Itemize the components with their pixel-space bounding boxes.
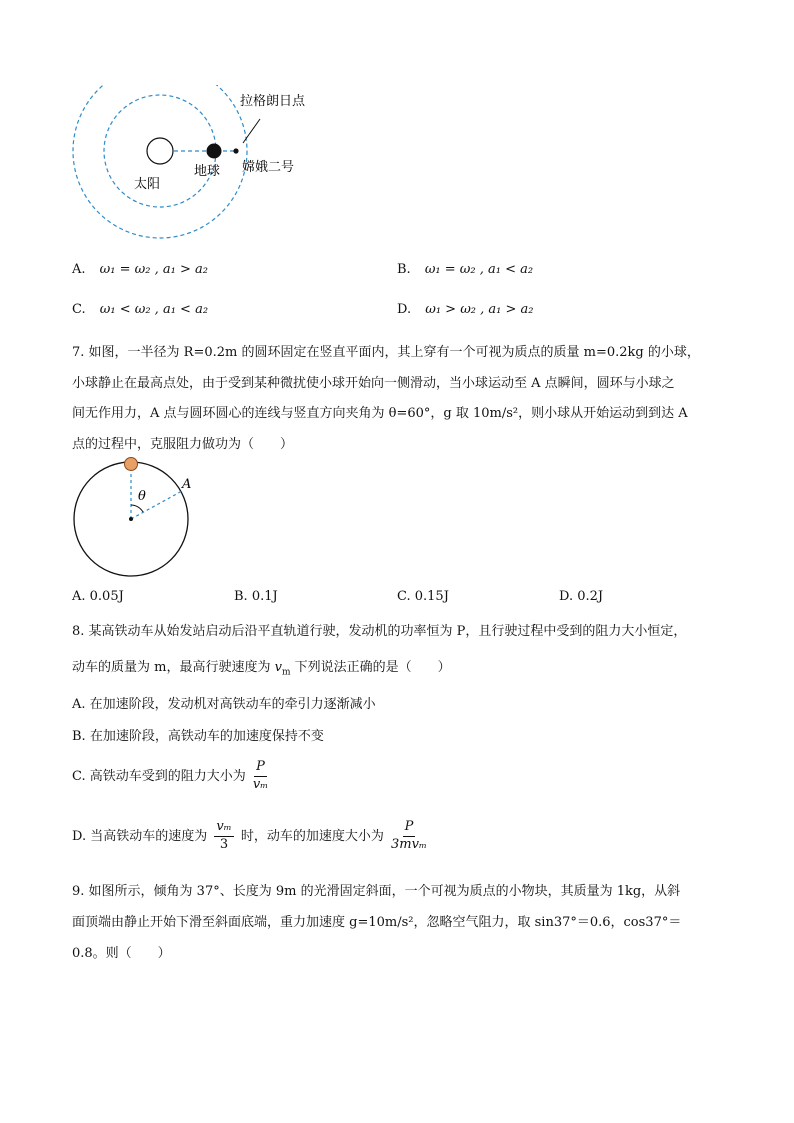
earth-label: 地球 — [194, 164, 221, 179]
q8-option-d-denominator-1: 3 — [219, 836, 229, 852]
q9-line-1: 9. 如图所示，倾角为 37°、长度为 9m 的光滑固定斜面，一个可视为质点的小物块，其质量为 1kg，从斜 — [72, 884, 681, 899]
q8-option-c-denominator: vₘ — [252, 776, 269, 792]
q6-option-a-expr: ω₁ = ω₂ , a₁ > a₂ — [99, 262, 208, 277]
q8-vm: v — [274, 660, 282, 675]
lagrange-pointer — [243, 119, 260, 143]
q8-line-2-post: 下列说法正确的是（ ） — [290, 660, 451, 675]
q7-option-a: A. 0.05J — [72, 589, 124, 604]
q7-option-c: C. 0.15J — [397, 589, 449, 604]
q8-option-c-text: C. 高铁动车受到的阻力大小为 — [72, 768, 246, 784]
point-a-label: A — [182, 477, 192, 492]
earth-dot — [207, 144, 222, 159]
q7-option-d: D. 0.2J — [559, 589, 604, 604]
q6-option-c — [72, 302, 208, 317]
q7-line-1: 7. 如图，一半径为 R=0.2m 的圆环固定在竖直平面内，其上穿有一个可视为质点的质量 m=0.2kg 的小球， — [72, 345, 700, 360]
sun-circle — [147, 138, 173, 164]
q8-option-d-fraction-1 — [214, 820, 233, 853]
q8-option-d-numerator-2: P — [403, 820, 416, 837]
q8-line-1: 8. 某高铁动车从始发站启动后沿平直轨道行驶，发动机的功率恒为 P，且行驶过程中受到的阻力大小恒定， — [72, 624, 687, 639]
theta-arc — [131, 505, 143, 512]
q7-line-4: 点的过程中，克服阻力做功为（ ） — [72, 437, 294, 452]
q8-option-d-numerator-1: vₘ — [214, 820, 233, 837]
q6-option-d-expr: ω₁ > ω₂ , a₁ > a₂ — [425, 302, 534, 317]
q8-option-d-text-2: 时，动车的加速度大小为 — [240, 828, 384, 844]
q9-line-3: 0.8。则（ ） — [72, 946, 171, 961]
q6-option-d — [397, 302, 534, 317]
q8-line-2-pre: 动车的质量为 m，最高行驶速度为 — [72, 660, 275, 675]
q7-option-b: B. 0.1J — [234, 589, 278, 604]
q8-line-2 — [72, 656, 451, 678]
q8-option-c — [72, 760, 271, 793]
center-dot — [129, 517, 133, 521]
q8-vm-sub: m — [281, 667, 291, 678]
theta-label: θ — [138, 489, 146, 504]
q8-option-c-fraction — [253, 760, 268, 793]
q6-option-b-letter: B. — [397, 262, 411, 277]
probe-dot — [233, 148, 238, 153]
q8-option-a: A. 在加速阶段，发动机对高铁动车的牵引力逐渐减小 — [72, 697, 376, 712]
q8-option-d-text-1: D. 当高铁动车的速度为 — [72, 828, 208, 844]
q6-option-b — [397, 262, 533, 277]
q7-line-3: 间无作用力，A 点与圆环圆心的连线与竖直方向夹角为 θ=60°，g 取 10m/s²，则小球从开始运动到到达 A — [72, 406, 688, 421]
q6-option-d-letter: D. — [397, 302, 412, 317]
lagrange-label: 拉格朗日点 — [240, 94, 306, 109]
q8-option-d-denominator-2: 3mvₘ — [391, 836, 427, 852]
q8-option-c-numerator: P — [254, 760, 267, 777]
q8-option-b: B. 在加速阶段，高铁动车的加速度保持不变 — [72, 729, 324, 744]
q6-option-a-letter: A. — [72, 262, 86, 277]
q6-option-c-expr: ω₁ < ω₂ , a₁ < a₂ — [99, 302, 209, 317]
ring-figure — [70, 455, 195, 580]
ball — [125, 458, 138, 471]
q7-line-2: 小球静止在最高点处，由于受到某种微扰使小球开始向一侧滑动，当小球运动至 A 点瞬间，圆环与小球之 — [72, 376, 675, 391]
q6-option-a — [72, 262, 208, 277]
sun-label: 太阳 — [134, 177, 161, 192]
solar-orbit-figure — [70, 85, 340, 265]
q9-line-2: 面顶端由静止开始下滑至斜面底端，重力加速度 g=10m/s²，忽略空气阻力，取 sin37°＝0.6，cos37°＝ — [72, 915, 682, 930]
q8-option-d-fraction-2 — [391, 820, 427, 853]
q6-option-c-letter: C. — [72, 302, 86, 317]
probe-label: 嫦娥二号 — [242, 160, 295, 175]
q6-option-b-expr: ω₁ = ω₂ , a₁ < a₂ — [424, 262, 534, 277]
q8-option-d — [72, 820, 430, 853]
